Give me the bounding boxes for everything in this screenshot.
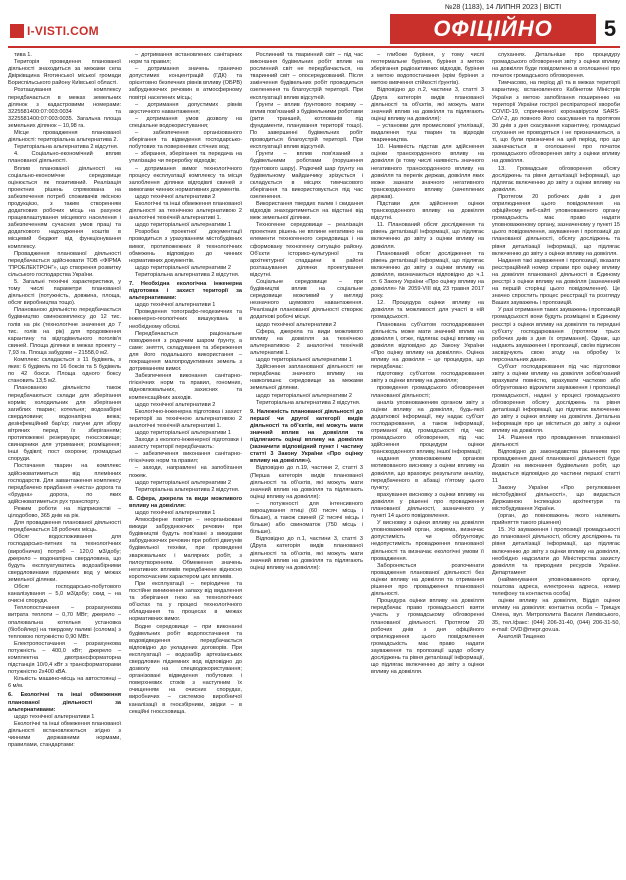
- paragraph: – заходи, направлені на запобігання пожеж.: [129, 465, 242, 479]
- paragraph: Розробка проектної документації проводиться з урахуванням містобудівних вимог, протипожежних й технологічних обмежень відповідно до чинних нормативних документів.: [129, 229, 242, 264]
- paragraph: Відповідно до законодавства рішенням про провадження даної планованої діяльності буде Дозвіл на виконання будівельних робіт, що видається відповідно до частини першої статті 11: [492, 449, 620, 484]
- paragraph: У висновку з оцінки впливу на довкілля уповноважений орган, зокрема, визначає допустимість чи обґрунтовує недопустимість провадження планованої діяльності та визначає екологічні умови її провадження.: [371, 520, 484, 562]
- paragraph: Місце провадження планованої діяльності: територіальна альтернатива 2.: [8, 130, 121, 144]
- paragraph: Використання твердих палив і скидання відходів знаходитиметься на відстані від меж земельної ділянки.: [250, 200, 363, 222]
- page-number: 5: [603, 16, 617, 41]
- section-heading: 9. Належність планованої діяльності до першої чи другої категорії видів діяльності та об'єктів, які можуть мати значний вплив на довкілля та підлягають оцінці впливу на довкілля (зазначити відповідний пункт і частину статті 3 Закону України «Про оцінку впливу на довкілля»).: [250, 408, 363, 465]
- paragraph: Обсяг водоспоживання для господарсько-питних та технологічних (виробничих) потреб – 120,0 м3/добу; джерело – водонапірна свердловина, що будуть експлуатуватись водозабірними свердловинами підземних вод у межах земельної ділянки.: [8, 534, 121, 583]
- paragraph: щодо технічної альтернативи 2: [135, 193, 216, 200]
- paragraph: Сфера, джерела та види можливого впливу на довкілля за технічною альтернативою 2 аналогічні технічній альтернативі 1.: [250, 328, 363, 356]
- paragraph: При експлуатації – періодичне та постійне виникнення запаху від видалення та зберігання гною на технологічних об'єктах та у процесі технологічного обладнання та процесах в межах нормативних вимог.: [129, 580, 242, 623]
- paragraph: Соціальне середовище – при будівництві вплив на соціальне середовище можливий у вигляді незначного шумового навантаження. Реалізація планованої діяльності створює додаткові робочі місця.: [250, 279, 363, 321]
- text-column-1: [8, 52, 121, 872]
- paragraph: Розташування комплексу передбачається в межах земельних ділянок з кадастровими номерами: 3225581400:07:003:0034 та 3225581400:07:003:0035. Загальна площа земельних ділянок – 10,98 га.: [8, 87, 121, 129]
- paragraph: – установки для промислової утилізації, видалення туш тварин та відходів тваринництва.: [371, 122, 484, 144]
- paragraph: аналіз уповноваженим органом звіту з оцінки впливу на довкілля, будь-якої додаткової інформації, яку надає суб'єкт господарювання, а також інформації, отриманої від громадськості під час громадського обговорення, під час здійснення процедури оцінки транскордонного впливу, іншої інформації;: [371, 399, 484, 456]
- paragraph: Планованою діяльністю також передбачаються: склади для зберігання кормів; холодильник для зберігання загиблих тварин; котельня; водозабірні свердловини; водонапірна вежа; дезінфекційний бар'єр; лагуни для збору вітряних перед їх зберіганням; протипожежні резервуари; гноєсховище; свинарники для утримання; розміщення; інші будівлі; пост охорони; громадські споруди.: [8, 385, 121, 463]
- section-heading: 8. Сфера, джерела та види можливого впливу на довкілля:: [129, 495, 242, 509]
- paragraph: врахування висновку з оцінки впливу на довкілля у рішенні про провадження планованої діяльності, зазначеного у пункті 14 цього повідомлення.: [371, 491, 484, 520]
- paragraph: Техногенне середовище – реалізація проектних рішень не вплине негативно на елементи техногенного середовища і на сформовану техногенну ситуацію району. Об'єкти історико-культурної та архітектурної спадщини в районі розташування ділянки проектування відсутні.: [250, 222, 363, 278]
- logo-icon: [10, 24, 24, 38]
- section-heading: 7. Необхідна екологічна інженерна підготовка і захист території за альтернативами:: [129, 281, 242, 302]
- paragraph: 15. Усі зауваження і пропозиції громадськості до планованої діяльності, обсягу досліджень та рівня деталізації інформації, що підлягає включенню до звіту з оцінки впливу на довкілля, необхідно надсилати до Міністерства захисту довкілля та природних ресурсів України. Департамент: [492, 527, 620, 576]
- paragraph: Територіальна альтернатива 2 відсутня.: [135, 486, 240, 493]
- paragraph: 13. Громадське обговорення обсягу досліджень та рівня деталізації інформації, що підлягає включенню до звіту з оцінки впливу на довкілля.: [492, 165, 620, 193]
- text-column-2: [129, 52, 242, 872]
- paragraph: Екологічні та інші обмеження планованої діяльності встановлюються згідно з чинними державними нормами, правилами, стандартами:: [8, 720, 121, 749]
- paragraph: – дотримання встановлених санітарних норм та правил;: [129, 52, 242, 66]
- paragraph: (орган, до повноважень якого належить прийняття такого рішення): [492, 513, 620, 527]
- paragraph: Планована суб'єктом господарювання діяльність може мати значний вплив на довкілля і, отже, підлягає оцінці впливу на довкілля відповідно до Закону України «Про оцінку впливу на довкілля». Оцінка впливу на довкілля – це процедура, що передбачає:: [371, 321, 484, 371]
- text-column-3: [250, 52, 363, 872]
- paragraph: Забороняється розпочинати провадження планованої діяльності без оцінки впливу на довкілля та отримання рішення про провадження планованої діяльності.: [371, 562, 484, 598]
- paragraph: Електропостачання – розрахункова потужність – 400,0 кВт; джерело – комплектна двотрансформаторна підстанція 10/0,4 кВт з трансформаторами потужністю 2х400 кВА.: [8, 640, 121, 676]
- masthead: [0, 0, 626, 48]
- paragraph: слуханнях. Детальніше про процедуру громадського обговорення звіту з оцінки впливу на довкілля буде повідомлено в оголошенні про початок громадського обговорення.: [492, 52, 620, 80]
- paragraph: надання уповноваженим органом мотивованого висновку з оцінки впливу на довкілля, що враховує результати аналізу, передбаченого в абзаці п'ятому цього пункту;: [371, 456, 484, 491]
- paragraph: – забезпечення виконання санітарно-гігієнічних норм та правил;: [129, 451, 242, 465]
- paragraph: Проведення топографо-геодезичних та інженерно-геологічних вишукувань в необхідному обсязі.: [129, 309, 242, 330]
- paragraph: Підстави для здійснення оцінки транскордонного впливу на довкілля відсутні.: [371, 200, 484, 222]
- site-logo[interactable]: [10, 22, 99, 40]
- paragraph: – дотримання допустимих рівнів акустичного навантаження;: [129, 101, 242, 115]
- paragraph: Передбачається раціональне поводження з родючим шаром ґрунту, а саме: зняття, складування та збереження для його подальшого використання – покращення малопродуктивних земель з дотриманням вимог.: [129, 330, 242, 373]
- paragraph: – дотримання значень гранично допустимих концентрацій (ГДК) та орієнтовно безпечних рівнів впливу (ОБРВ) забруднюючих речовин в атмосферному повітрі населених місць;: [129, 66, 242, 101]
- paragraph: Рослинний та тваринний світ – під час виконання будівельних робіт вплив на рослинний світ не передбачається, на тваринний світ – опосередкований. Після закінчення будівельних робіт проводиться озеленення та благоустрій території. При експлуатації вплив відсутній.: [250, 52, 363, 101]
- paragraph: Ґрунти – вплив ґрунтового покриву – вплив пов'язаний з будівельними роботами (рити траншей, котлованів під фундаменти, планування території тощо). По завершенні будівельних робіт проводиться благоустрій території. При експлуатації вплив відсутній.: [250, 101, 363, 151]
- paragraph: 5. Загальні технічні характеристики, у тому числі параметри планованої діяльності (потужність, довжина, площа, обсяг виробництва тощо).: [8, 279, 121, 307]
- paragraph: щодо технічної альтернативи 2: [135, 401, 216, 408]
- paragraph: щодо територіальної альтернативи 1: [256, 357, 352, 364]
- paragraph: Теплопостачання – розрахункова витрата теплоти – 0,70 МВт; джерело – опалювальна котельня установка (біобойлер) на твердому паливі (солома) з тепловою потужністю 0,90 МВт.: [8, 605, 121, 640]
- paragraph: 11. Планований обсяг дослідження та рівень деталізації інформації, що підлягає включенню до звіту з оцінки впливу на довкілля.: [371, 222, 484, 250]
- logo-text: I-VISTI.COM: [27, 24, 99, 38]
- paragraph: щодо технічної альтернативи 1: [135, 302, 216, 309]
- paragraph: тива 1.: [14, 52, 32, 58]
- paragraph: Тимчасово, на період дії та в межах території карантину, встановленого Кабінетом Міністрів України з метою запобігання поширенню на території України гострої респіраторної хвороби COVID-19, спричиненої коронавірусом SARS-CoV-2, до повного його скасування та протягом 30 днів з дня скасування карантину, громадські слухання не проводяться і не призначаються, а ті, що були призначені на цей період, про що зазначається в оголошенні про початок громадського обговорення звіту з оцінки впливу на довкілля.: [492, 80, 620, 165]
- paragraph: 14. Рішення про провадження планованої діяльності: [492, 435, 620, 449]
- paragraph: Територіальна альтернатива 2 відсутня.: [256, 399, 361, 406]
- paragraph: проведення громадського обговорення планованої діяльності;: [371, 385, 484, 399]
- paragraph: Суб'єкт господарювання під час підготовки звіту з оцінки впливу на довкілля зобов'язаний врахувати повністю, врахувати частково або обґрунтовано відхилити зауваження і пропозиції громадськості, надані у процесі громадського обговорення обсягу досліджень та рівня деталізації інформації, що підлягає включенню до звіту з оцінки впливу на довкілля. Детальна інформація про це міститься до звіту з оцінки впливу на довкілля.: [492, 364, 620, 434]
- paragraph: Закону України «Про регулювання містобудівної діяльності», що видається Державною інспекцією архітектури та містобудування України.: [492, 484, 620, 512]
- section-title: ОФІЦІЙНО: [390, 14, 596, 44]
- paragraph: Планований обсяг дослідження та рівень деталізації інформації, що підлягає включенню до звіту з оцінки впливу на довкілля, визначаються відповідно до ч.1 ст. 6 Закону України «Про оцінку впливу на довкілля» № 2059-VIII від 23 травня 2017 року.: [371, 250, 484, 300]
- paragraph: Планованою діяльністю передбачається будівництво свинокомплексу до 12 тис. голів на рік (технологічне значення до 7 тис. голів на рік) для продовження карантину та відгодівельного поголів'я свиней. Площа ділянки в межах проекту – 7,93 га. Площа забудови – 21558,0 м2.: [8, 307, 121, 356]
- text-column-5: [492, 52, 620, 872]
- paragraph: Анатолій Тищенко: [498, 633, 546, 640]
- paragraph: – глибоке буріння, у тому числі геотермальне буріння, буріння з метою зберігання радіоактивних відходів, буріння з метою водопостачання (крім буріння з метою вивчення стійкості ґрунтів).: [371, 52, 484, 87]
- paragraph: Територіальна альтернатива 2 відсутня.: [135, 271, 240, 278]
- paragraph: Кількість машино-місць на автостоянці – 6 м/м.: [8, 676, 121, 690]
- paragraph: Ґрунти – вплив пов'язаний з будівельними роботами (порушення ґрунтового шару). Родючий шар ґрунту на будівельному майданчику зрізується і складується в місцях тимчасового зберігання та використовується під час озеленення.: [250, 151, 363, 200]
- paragraph: оцінки впливу на довкілля, Відділ оцінки впливу на довкілля: контактна особа – Трищук Олена, вул. Митрополита Василя Липківського, 35, тел./факс: (044) 206-31-40, (044) 206-31-50, e-mail: OVD@mepr.gov.ua.: [492, 598, 620, 633]
- paragraph: Провадження планованої діяльності передбачається здійснювати ТОВ «ФІРМА “ПРОЕЛЕКТРОН”», що створення розвитку сільського господарства України.: [8, 250, 121, 278]
- paragraph: Атмосферне повітря – неорганізовані викиди забруднюючих речовин при будівництві будуть пов'язані з викидами забруднюючих речовин при роботі двигунів будівельної техніки, при проведенні зварювальних і малярних робіт, з пилоутворенням. Обмеження значень негативних впливів передбачене відносно короткочасним характером цих впливів.: [129, 517, 242, 580]
- paragraph: 4. Соціально-економічний вплив планованої діяльності.: [8, 151, 121, 165]
- paragraph: Вплив планованої діяльності на соціально-економічне середовище оцінюється як позитивний. Реалізація проектних рішень спрямована на забезпечення потреб споживачів якісною продукцією, з таким створенням додаткових робочих місць на рахунок працевлаштування місцевого населення і забезпеченням сучасних умов праці та додаткового надходження коштів в місцевий бюджет від функціонування комплексу.: [8, 165, 121, 250]
- paragraph: – дотримання вимог технологічного процесу експлуатації комплексу та місця залоблення ділянки відгодівлі свиней з вимогами чинних нормативних документів.: [129, 165, 242, 193]
- paragraph: Режим роботи на підприємстві – цілодобово, 365 днів на рік.: [8, 506, 121, 520]
- paragraph: Екологічні та інші обмеження планованої діяльності за технічною альтернативою 2 аналогічні технічній альтернативі 1.: [129, 200, 242, 222]
- paragraph: Відповідно до п.2, частини 3, статті 3 (Друга категорія видів планованої діяльності та об'єктів, які можуть мати значний вплив на довкілля та підлягають оцінці впливу на довкілля):: [371, 87, 484, 122]
- text-column-4: [371, 52, 484, 872]
- paragraph: Заходи з еколого-інженерної підготовки і захисту території передбачають:: [129, 437, 242, 451]
- paragraph: щодо територіальної альтернативи 1: [135, 222, 231, 229]
- paragraph: – збирання, зберігання та передача на утилізацію чи переробку відходів;: [129, 151, 242, 165]
- paragraph: 12. Процедура оцінки впливу на довкілля та можливості для участі в ній громадськості.: [371, 300, 484, 321]
- paragraph: щодо технічної альтернативи 2: [256, 321, 337, 328]
- paragraph: Територія проведення планованої діяльності знаходиться за межами села Двірківщина Яготинської міської громади Бориспільського району Київської області.: [8, 59, 121, 87]
- paragraph: Протягом 20 робочих днів з дня оприлюднення цього повідомлення на офіційному веб-сайті уповноваженого органу громадськість має право надати уповноваженому органу, зазначеному у пункті 15 цього повідомлення, зауваження і пропозиції до планованої діяльності, обсягу досліджень та рівня деталізації інформації, що підлягає включенню до звіту з оцінки впливу на довкілля.: [492, 193, 620, 257]
- paragraph: У разі отримання таких зауважень і пропозицій громадськості вони будуть розміщені в Єдиному реєстрі з оцінки впливу на довкілля та передані суб'єкту господарювання (протягом трьох робочих днів з дня їх отримання). Однак, що надають зауваження і пропозиції, своїм підписом засвідчують свою згоду на обробку їх персональних даних.: [492, 307, 620, 364]
- paragraph: Відповідно до п.19, частини 2, статті 3 (Перша категорія видів планованої діяльності та об'єктів, які можуть мати значний вплив на довкілля та підлягають оцінці впливу на довкілля):: [250, 465, 363, 500]
- paragraph: Для провадження планованої діяльності передбачається 18 робочих місць.: [8, 520, 121, 534]
- header-rule: [8, 46, 620, 48]
- paragraph: щодо технічної альтернативи 1: [14, 713, 95, 720]
- paragraph: – потужності для інтенсивного вирощування птиці (60 тисяч місць і більше), а також свиней (2 тисячі місць і більше) або свиноматок (750 місць і більше).: [250, 500, 363, 536]
- paragraph: Територіальна альтернатива 2 відсутня.: [14, 144, 119, 151]
- paragraph: Водне середовище – при виконанні будівельних робіт водопостачання та водовідведення передбачається відповідно до укладених договорів. При експлуатації – водозабір артезіанських свердловин підземних вод відповідно до дозволу на спецводокористування; організовані відведення побутових і поверхневих стоків з наступним їх очищенням на очисних спорудах, виробничих – системою виробничої каналізації в гноєзбірники, звідки – в секційні гноєсховища.: [129, 623, 242, 715]
- paragraph: Відповідно до п.1, частини 3, статті 3 (Друга категорія видів планованої діяльності та об'єктів, які можуть мати значний вплив на довкілля та підлягають оцінці впливу на довкілля):: [250, 536, 363, 571]
- paragraph: 10. Наявність підстав для здійснення оцінки транскордонного впливу на довкілля (в тому числі наявність значного негативного транскордонного впливу на довкілля та перелік держав, довкілля яких може зазнати значного негативного транскордонного впливу (зачеплених держав).: [371, 144, 484, 200]
- section-heading: 6. Екологічні та інші обмеження планованої діяльності за альтернативами:: [8, 692, 121, 713]
- paragraph: Постачання тварин на комплекс здійснюватиметься від племінних господарств. Для завантаження комплексу передбачено придбання «чиста» дорога та «брудна» дорога, по яких здійснюватиметься рух транспорту.: [8, 463, 121, 505]
- paragraph: Процедура оцінки впливу на довкілля передбачає право громадськості взяти участь у громадському обговоренні планованої діяльності. Протягом 20 робочих днів з дня офіційного оприлюднення цього повідомлення громадськість має право надати зауваження та пропозиції щодо обсягу досліджень та рівня деталізації інформації, що підлягає включенню до звіту з оцінки впливу на довкілля.: [371, 598, 484, 676]
- paragraph: (найменування уповноваженого органу, поштова адреса, електронна адреса, номер телефону та контактна особа): [492, 576, 620, 598]
- paragraph: – дотримання умов дозволу на спеціальне водокористування;: [129, 115, 242, 129]
- paragraph: Надання такі зауваження і пропозиції, вказати реєстраційний номер справи про оцінку впливу на довкілля планованої діяльності в Єдиному реєстрі з оцінки впливу на довкілля (зазначений на першій сторінці цього повідомлення). Це значно спростить процес реєстрації та розгляду Ваших зауважень і пропозицій.: [492, 257, 620, 307]
- paragraph: Забезпечення виконання санітарно-гігієнічних норм та правил, гономних, відновлювальних, захисних та компенсаційних заходів.: [129, 373, 242, 401]
- paragraph: підготовку суб'єктом господарювання звіту з оцінки впливу на довкілля;: [371, 371, 484, 385]
- paragraph: Екологічно-інженерна підготовка і захист території за технічною альтернативою 2 аналогічні технічній альтернативі 1.: [129, 408, 242, 429]
- paragraph: Здійснення запланованої діяльності не передбачає значного впливу на навколишнє середовище за межами земельної ділянки.: [250, 364, 363, 392]
- paragraph: Обсяг господарсько-побутового каналізування – 5,0 м3/добу; скид – на очисні споруди.: [8, 584, 121, 605]
- paragraph: щодо технічної альтернативи 1: [135, 510, 216, 516]
- paragraph: щодо територіальної альтернативи 2: [135, 479, 231, 486]
- paragraph: щодо територіальної альтернативи 1: [135, 429, 231, 436]
- paragraph: щодо територіальної альтернативи 2: [256, 392, 352, 399]
- paragraph: Комплекс складається з 11 будівель, з яких: 6 будівель по 16 боксів та 5 будівель по 42 бокси. Площа одного боксу становить 13,5 м2.: [8, 357, 121, 385]
- issue-line: №28 (1183), 14 ЛИПНЯ 2023 | ВІСТІ: [445, 4, 562, 11]
- paragraph: щодо територіальної альтернативи 2: [135, 264, 231, 271]
- paragraph: – забезпечення організованого зберігання та відведення господарсько-побутових та поверхневих стічних вод;: [129, 130, 242, 151]
